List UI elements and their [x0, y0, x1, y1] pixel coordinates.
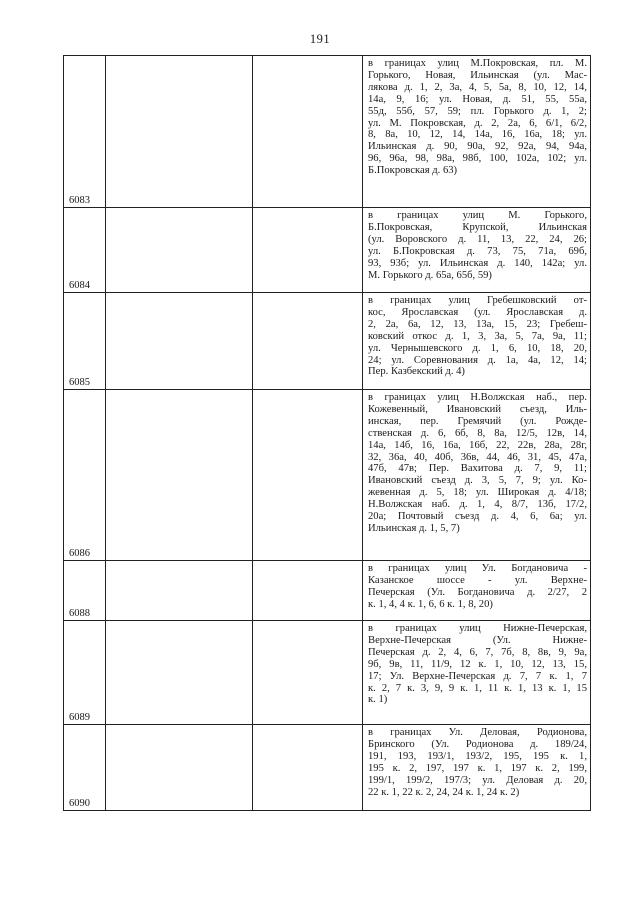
- description-line: инская, пер. Гремячий (ул. Рожде-: [368, 415, 587, 427]
- description-line: в границах Ул. Деловая, Родионова,: [368, 727, 587, 738]
- description-line: в границах улиц Н.Волжская наб., пер.: [368, 392, 587, 403]
- precinct-table: [63, 55, 591, 811]
- precinct-number: 6086: [64, 390, 106, 561]
- description-line: 22 к. 1, 22 к. 2, 24, 24 к. 1, 24 к. 2): [368, 786, 520, 798]
- description-line: 96, 96а, 98, 98а, 98б, 100, 102а, 102; ул.: [368, 153, 587, 165]
- description-line: Ильинская д. 90, 90а, 92, 92а, 94, 94а,: [368, 141, 587, 153]
- table-row: [64, 56, 591, 208]
- description-line: к. 1, 4, 4 к. 1, 6, 6 к. 1, 8, 20): [368, 598, 493, 610]
- description-line: 2, 2а, 6а, 12, 13, 13а, 15, 23; Гребеш-: [368, 318, 587, 330]
- description-line: Горького, Новая, Ильинская (ул. Мас-: [368, 69, 587, 81]
- table-row: [64, 293, 591, 390]
- empty-cell: [253, 208, 363, 293]
- empty-cell: [106, 293, 253, 390]
- description-line: Казанское шоссе - ул. Верхне-: [368, 574, 587, 586]
- description-line: Кожевенный, Ивановский съезд, Иль-: [368, 403, 587, 415]
- description-line: 195 к. 2, 197, 197 к. 1, 197 к. 2, 199,: [368, 762, 587, 774]
- empty-cell: [253, 390, 363, 561]
- empty-cell: [253, 56, 363, 208]
- description-line: 9б, 9в, 11, 11/9, 12 к. 1, 10, 12, 13, 15,: [368, 658, 587, 670]
- precinct-number: 6084: [64, 208, 106, 293]
- description-line: Печерская д. 2, 4, 6, 7, 7б, 8, 8в, 9, 9а,: [368, 646, 587, 658]
- empty-cell: [253, 621, 363, 725]
- empty-cell: [253, 561, 363, 621]
- description-line: Верхне-Печерская (Ул. Нижне-: [368, 634, 587, 646]
- precinct-number: 6088: [64, 561, 106, 621]
- description-line: М. Горького д. 65а, 65б, 59): [368, 269, 492, 281]
- description-line: Печерская (Ул. Богдановича д. 2/27, 2: [368, 586, 587, 598]
- description-line: 55д, 55б, 57, 59; пл. Горького д. 1, 2;: [368, 105, 587, 117]
- description-line: кос, Ярославская (ул. Ярославская д.: [368, 306, 587, 318]
- description-line: 24; ул. Соревнования д. 1а, 4а, 12, 14;: [368, 354, 587, 366]
- description-line: (ул. Воровского д. 11, 13, 22, 24, 26;: [368, 233, 587, 245]
- empty-cell: [106, 725, 253, 811]
- description-line: 17; Ул. Верхне-Печерская д. 7, 7 к. 1, 7: [368, 670, 587, 682]
- description-line: 199/1, 199/2, 197/3; ул. Деловая д. 20,: [368, 774, 587, 786]
- description-line: ковский откос д. 1, 3, 3а, 5, 7а, 9а, 11;: [368, 330, 587, 342]
- description-line: 14а, 9, 16; ул. Новая, д. 51, 55, 55а,: [368, 93, 587, 105]
- description-line: ул. Б.Покровская д. 73, 75, 71а, 69б,: [368, 245, 587, 257]
- description-line: 14а, 14б, 16, 16а, 16б, 22, 22в, 28а, 28г,: [368, 439, 587, 451]
- precinct-number: 6090: [64, 725, 106, 811]
- precinct-boundary-description: [363, 390, 591, 561]
- description-line: Бринского (Ул. Родионова д. 189/24,: [368, 738, 587, 750]
- precinct-boundary-description: [363, 621, 591, 725]
- description-line: в границах улиц Ул. Богдановича -: [368, 563, 587, 574]
- description-line: в границах улиц М.Покровская, пл. М.: [368, 58, 587, 69]
- page-number: 191: [309, 32, 331, 46]
- description-line: в границах улиц М. Горького,: [368, 210, 587, 221]
- precinct-boundary-description: [363, 208, 591, 293]
- description-line: ственская д. 6, 6б, 8, 8а, 12/5, 12в, 14,: [368, 427, 587, 439]
- description-line: ул. Чернышевского д. 1, 6, 10, 18, 20,: [368, 342, 587, 354]
- table-row: [64, 390, 591, 561]
- description-line: жевенная д. 5, 18; ул. Широкая д. 4/18;: [368, 487, 587, 499]
- empty-cell: [106, 390, 253, 561]
- description-line: Б.Покровская, Крупской, Ильинская: [368, 221, 587, 233]
- description-line: Б.Покровская д. 63): [368, 165, 458, 177]
- description-line: 20а; Почтовый съезд д. 4, 6, 6а; ул.: [368, 511, 587, 523]
- description-line: в границах улиц Гребешковский от-: [368, 295, 587, 306]
- description-line: Н.Волжская наб. д. 1, 4, 8/7, 13б, 17/2,: [368, 499, 587, 511]
- description-line: Ивановский съезд д. 3, 5, 7, 9; ул. Ко-: [368, 475, 587, 487]
- description-line: 191, 193, 193/1, 193/2, 195, 195 к. 1,: [368, 750, 587, 762]
- table-row: [64, 208, 591, 293]
- description-line: 32, 36а, 40, 40б, 36в, 44, 46, 31, 45, 47а,: [368, 451, 587, 463]
- empty-cell: [253, 293, 363, 390]
- empty-cell: [106, 561, 253, 621]
- precinct-boundary-description: [363, 56, 591, 208]
- description-line: к. 1): [368, 694, 388, 706]
- precinct-boundary-description: [363, 725, 591, 811]
- description-line: 47б, 47в; Пер. Вахитова д. 7, 9, 11;: [368, 463, 587, 475]
- precinct-boundary-description: [363, 561, 591, 621]
- description-line: ул. М. Покровская, д. 2, 2а, 6, 6/1, 6/2,: [368, 117, 587, 129]
- precinct-number: 6083: [64, 56, 106, 208]
- description-line: лякова д. 1, 2, 3а, 4, 5, 5а, 8, 10, 12, 14,: [368, 81, 587, 93]
- empty-cell: [106, 208, 253, 293]
- description-line: Ильинская д. 1, 5, 7): [368, 522, 460, 534]
- description-line: Пер. Казбекский д. 4): [368, 366, 465, 378]
- empty-cell: [106, 621, 253, 725]
- description-line: в границах улиц Нижне-Печерская,: [368, 623, 587, 634]
- precinct-number: 6089: [64, 621, 106, 725]
- description-line: 93, 93б; ул. Ильинская д. 140, 142а; ул.: [368, 257, 587, 269]
- precinct-number: 6085: [64, 293, 106, 390]
- empty-cell: [253, 725, 363, 811]
- description-line: к. 2, 7 к. 3, 9, 9 к. 1, 11 к. 1, 13 к. 1, 15: [368, 682, 587, 694]
- table-row: [64, 561, 591, 621]
- precinct-table-body: [64, 56, 591, 811]
- empty-cell: [106, 56, 253, 208]
- description-line: 8, 8а, 10, 12, 14, 14а, 16, 16а, 18; ул.: [368, 129, 587, 141]
- precinct-boundary-description: [363, 293, 591, 390]
- table-row: [64, 725, 591, 811]
- table-row: [64, 621, 591, 725]
